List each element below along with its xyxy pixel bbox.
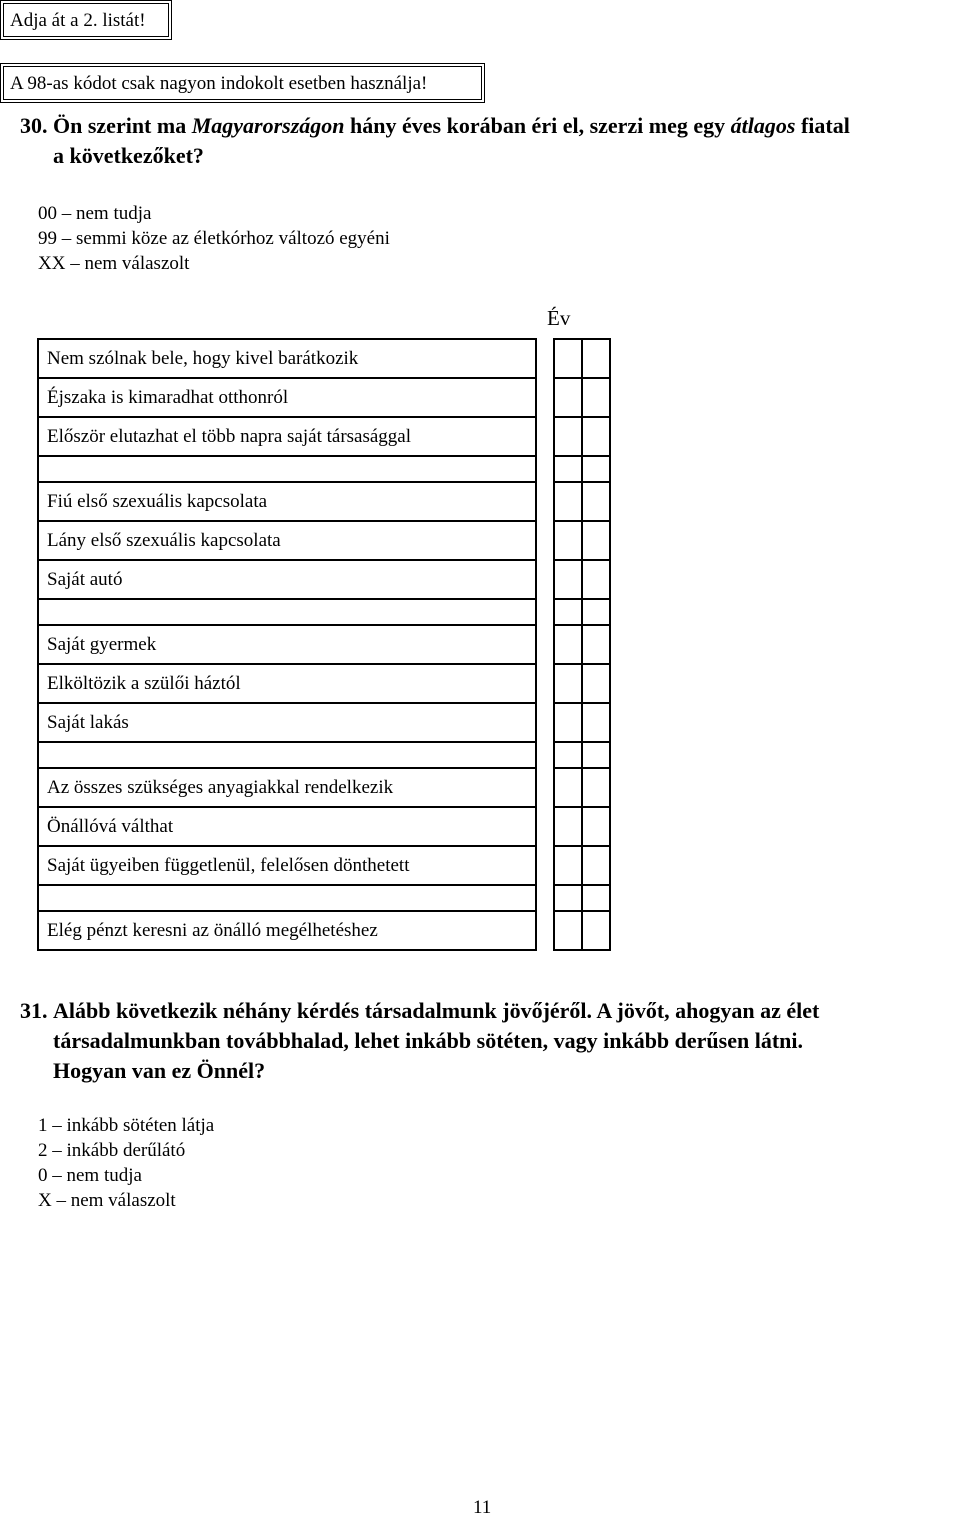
question-number: 31. — [20, 998, 48, 1023]
year-digit-2-box[interactable] — [582, 482, 610, 521]
year-digit-1-box[interactable] — [554, 625, 582, 664]
year-digit-1-box[interactable] — [554, 378, 582, 417]
year-digit-1-box — [554, 599, 582, 625]
row-label: Nem szólnak bele, hogy kivel barátkozik — [38, 339, 536, 378]
table-row — [38, 482, 610, 521]
row-label: Saját gyermek — [38, 625, 536, 664]
code-line: X – nem válaszolt — [38, 1190, 176, 1211]
year-digit-2-box — [582, 599, 610, 625]
year-digit-1-box[interactable] — [554, 339, 582, 378]
row-label — [38, 599, 536, 625]
row-label — [38, 742, 536, 768]
row-gap — [536, 703, 554, 742]
year-digit-2-box[interactable] — [582, 703, 610, 742]
code-line: 0 – nem tudja — [38, 1165, 142, 1186]
table-row — [38, 846, 610, 885]
year-digit-1-box[interactable] — [554, 417, 582, 456]
row-gap — [536, 482, 554, 521]
row-gap — [536, 560, 554, 599]
row-gap — [536, 521, 554, 560]
question-number: 30. — [20, 113, 48, 138]
row-gap — [536, 339, 554, 378]
table-row — [38, 911, 610, 950]
question-text: a következőket? — [53, 143, 204, 168]
table-row — [38, 560, 610, 599]
row-gap — [536, 378, 554, 417]
row-label: Saját ügyeiben függetlenül, felelősen dönthetett — [38, 846, 536, 885]
year-digit-1-box — [554, 885, 582, 911]
code-line: XX – nem válaszolt — [38, 253, 190, 274]
question-30-title — [20, 111, 960, 171]
row-label: Elköltözik a szülői háztól — [38, 664, 536, 703]
question-text-italic: átlagos — [730, 113, 796, 138]
row-gap — [536, 807, 554, 846]
table-row — [38, 339, 610, 378]
row-gap — [536, 911, 554, 950]
row-gap — [536, 846, 554, 885]
table-row — [38, 768, 610, 807]
row-label: Önállóvá válthat — [38, 807, 536, 846]
instruction-text: A 98-as kódot csak nagyon indokolt esetben használja! — [10, 72, 428, 94]
year-digit-2-box[interactable] — [582, 625, 610, 664]
year-digit-1-box[interactable] — [554, 664, 582, 703]
table-spacer-row — [38, 885, 610, 911]
table-row — [38, 625, 610, 664]
row-gap — [536, 664, 554, 703]
table-row — [38, 417, 610, 456]
code-line: 1 – inkább sötéten látja — [38, 1115, 215, 1136]
question-text: fiatal — [795, 113, 850, 138]
year-digit-2-box[interactable] — [582, 768, 610, 807]
instruction-text: Adja át a 2. listát! — [10, 9, 146, 31]
year-digit-2-box[interactable] — [582, 664, 610, 703]
question-31-title — [20, 996, 960, 1086]
table-row — [38, 703, 610, 742]
table-spacer-row — [38, 599, 610, 625]
question-text: Hogyan van ez Önnél? — [53, 1058, 266, 1083]
question-text: hány éves korában éri el, szerzi meg egy — [344, 113, 731, 138]
year-digit-1-box[interactable] — [554, 482, 582, 521]
answer-codes-31 — [38, 1113, 214, 1213]
question-text: társadalmunkban továbbhalad, lehet inkább sötéten, vagy inkább derűsen látni. — [53, 1028, 804, 1053]
year-digit-1-box[interactable] — [554, 703, 582, 742]
year-column-header: Év — [547, 306, 571, 330]
year-digit-1-box — [554, 742, 582, 768]
question-text: Ön szerint ma — [53, 113, 192, 138]
code-line: 00 – nem tudja — [38, 203, 152, 224]
row-label: Fiú első szexuális kapcsolata — [38, 482, 536, 521]
year-digit-2-box[interactable] — [582, 417, 610, 456]
table-row — [38, 664, 610, 703]
page-number: 11 — [473, 1497, 492, 1518]
table-spacer-row — [38, 742, 610, 768]
row-gap — [536, 417, 554, 456]
year-digit-2-box[interactable] — [582, 807, 610, 846]
year-digit-2-box — [582, 456, 610, 482]
year-digit-2-box[interactable] — [582, 911, 610, 950]
row-label: Saját autó — [38, 560, 536, 599]
question-text: Alább következik néhány kérdés társadalmunk jövőjéről. A jövőt, ahogyan az élet — [53, 998, 820, 1023]
row-gap — [536, 885, 554, 911]
year-digit-2-box[interactable] — [582, 339, 610, 378]
year-digit-2-box — [582, 742, 610, 768]
age-answer-table — [37, 338, 611, 951]
row-gap — [536, 456, 554, 482]
code-line: 2 – inkább derűlátó — [38, 1140, 186, 1161]
instruction-box-list — [0, 0, 172, 40]
year-digit-1-box[interactable] — [554, 846, 582, 885]
row-label: Saját lakás — [38, 703, 536, 742]
year-digit-1-box — [554, 456, 582, 482]
year-digit-2-box[interactable] — [582, 560, 610, 599]
table-spacer-row — [38, 456, 610, 482]
row-label — [38, 456, 536, 482]
row-label — [38, 885, 536, 911]
year-digit-1-box[interactable] — [554, 807, 582, 846]
code-line: 99 – semmi köze az életkórhoz változó egyéni — [38, 228, 390, 249]
row-label: Az összes szükséges anyagiakkal rendelkezik — [38, 768, 536, 807]
year-digit-1-box[interactable] — [554, 768, 582, 807]
row-gap — [536, 768, 554, 807]
row-label: Elég pénzt keresni az önálló megélhetéshez — [38, 911, 536, 950]
table-row — [38, 807, 610, 846]
year-digit-2-box[interactable] — [582, 521, 610, 560]
instruction-box-code-98 — [0, 63, 485, 103]
row-label: Lány első szexuális kapcsolata — [38, 521, 536, 560]
row-gap — [536, 599, 554, 625]
year-digit-2-box[interactable] — [582, 846, 610, 885]
row-label: Éjszaka is kimaradhat otthonról — [38, 378, 536, 417]
year-digit-2-box[interactable] — [582, 378, 610, 417]
year-digit-1-box[interactable] — [554, 560, 582, 599]
row-gap — [536, 742, 554, 768]
row-gap — [536, 625, 554, 664]
table-row — [38, 521, 610, 560]
year-digit-1-box[interactable] — [554, 521, 582, 560]
answer-codes-30 — [38, 201, 390, 276]
year-digit-1-box[interactable] — [554, 911, 582, 950]
question-text-italic: Magyarországon — [191, 113, 345, 138]
row-label: Először elutazhat el több napra saját társasággal — [38, 417, 536, 456]
year-digit-2-box — [582, 885, 610, 911]
table-row — [38, 378, 610, 417]
